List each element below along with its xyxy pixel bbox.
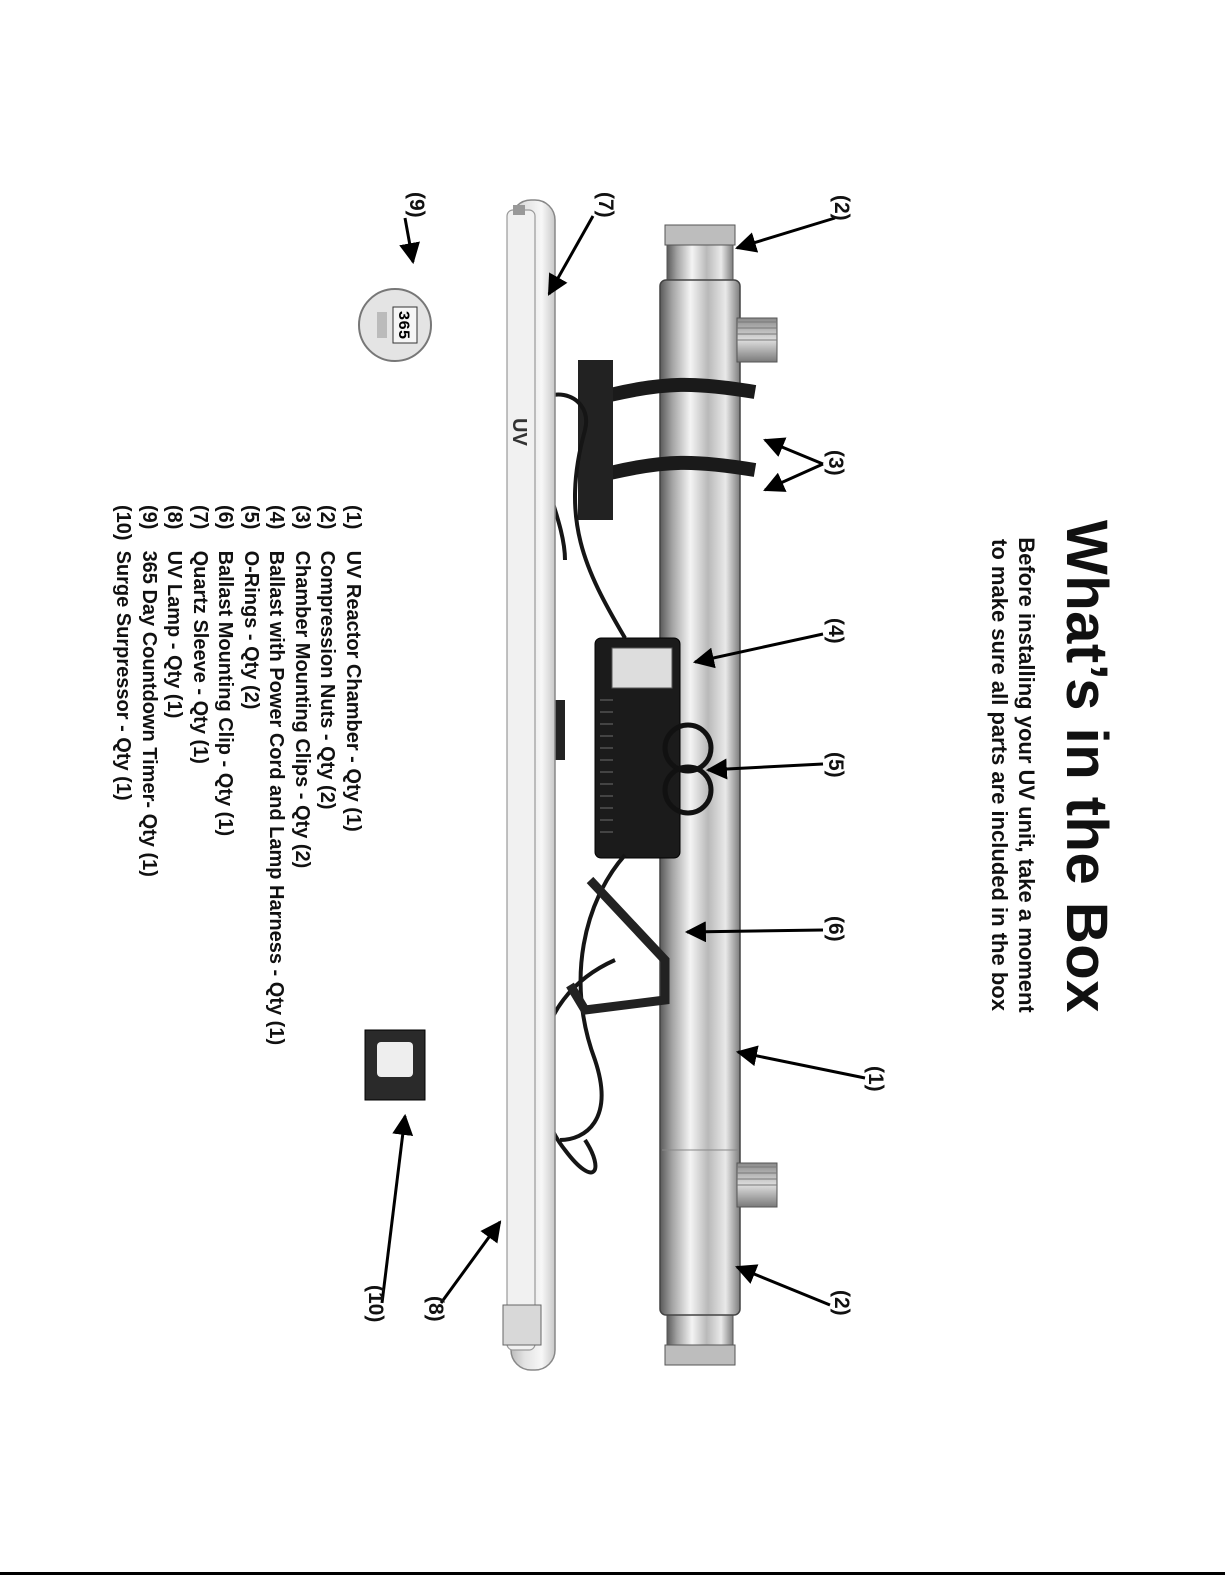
part-label: UV Lamp - Qty (1) <box>163 550 186 719</box>
part-label: Surge Surpressor - Qty (1) <box>112 550 135 801</box>
callout-3: (3) <box>824 450 847 476</box>
part-label: Ballast with Power Cord and Lamp Harness - Qty (1) <box>265 550 288 1046</box>
callout-2-left: (2) <box>830 195 853 221</box>
list-item <box>263 505 289 1045</box>
part-number: (6) <box>214 505 237 530</box>
part-label: Chamber Mounting Clips - Qty (2) <box>291 550 313 869</box>
parts-list <box>110 505 365 1045</box>
part-number: (4) <box>265 505 288 530</box>
part-label: 365 Day Countdown Timer- Qty (1) <box>138 550 160 877</box>
callout-2-right: (2) <box>830 1290 853 1316</box>
callout-5: (5) <box>824 752 847 778</box>
page-subtitle <box>986 455 1040 1095</box>
part-label: O-Rings - Qty (2) <box>240 550 262 710</box>
bottom-rule <box>0 1572 1225 1575</box>
subtitle-line-2: to make sure all parts are included in the box <box>987 539 1012 1011</box>
page-title: What’s in the Box <box>1054 520 1119 1013</box>
callout-9: (9) <box>405 192 428 218</box>
list-item <box>289 505 315 1045</box>
subtitle-line-1: Before installing your UV unit, take a moment <box>1014 537 1039 1013</box>
callout-1: (1) <box>864 1066 887 1092</box>
list-item <box>314 505 340 1045</box>
part-label: Compression Nuts - Qty (2) <box>316 550 339 810</box>
callout-6: (6) <box>824 916 847 942</box>
part-number: (10) <box>112 505 135 541</box>
callout-4: (4) <box>824 618 847 644</box>
list-item <box>187 505 213 1045</box>
lamp-brand-label: UV <box>508 418 530 446</box>
list-item <box>161 505 187 1045</box>
part-label: Quartz Sleeve - Qty (1) <box>189 550 211 764</box>
part-label: UV Reactor Chamber - Qty (1) <box>342 550 364 832</box>
inlet-outlet-ports <box>737 318 777 1207</box>
part-number: (9) <box>138 505 160 530</box>
callout-7: (7) <box>594 192 617 218</box>
part-number: (1) <box>342 505 364 530</box>
part-number: (2) <box>316 505 339 530</box>
part-number: (3) <box>291 505 313 530</box>
list-item <box>110 505 136 1045</box>
callout-8: (8) <box>424 1296 447 1322</box>
list-item <box>238 505 264 1045</box>
part-number: (5) <box>240 505 262 530</box>
list-item <box>136 505 162 1045</box>
uv-lamp-icon <box>503 205 541 1350</box>
part-label: Ballast Mounting Clip - Qty (1) <box>214 550 237 837</box>
surge-suppressor-icon <box>365 1030 425 1100</box>
callout-10: (10) <box>364 1285 387 1323</box>
part-number: (7) <box>189 505 211 530</box>
list-item <box>340 505 366 1045</box>
timer-display: 365 <box>394 310 412 340</box>
part-number: (8) <box>163 505 186 530</box>
countdown-timer-icon <box>359 289 431 361</box>
list-item <box>212 505 238 1045</box>
